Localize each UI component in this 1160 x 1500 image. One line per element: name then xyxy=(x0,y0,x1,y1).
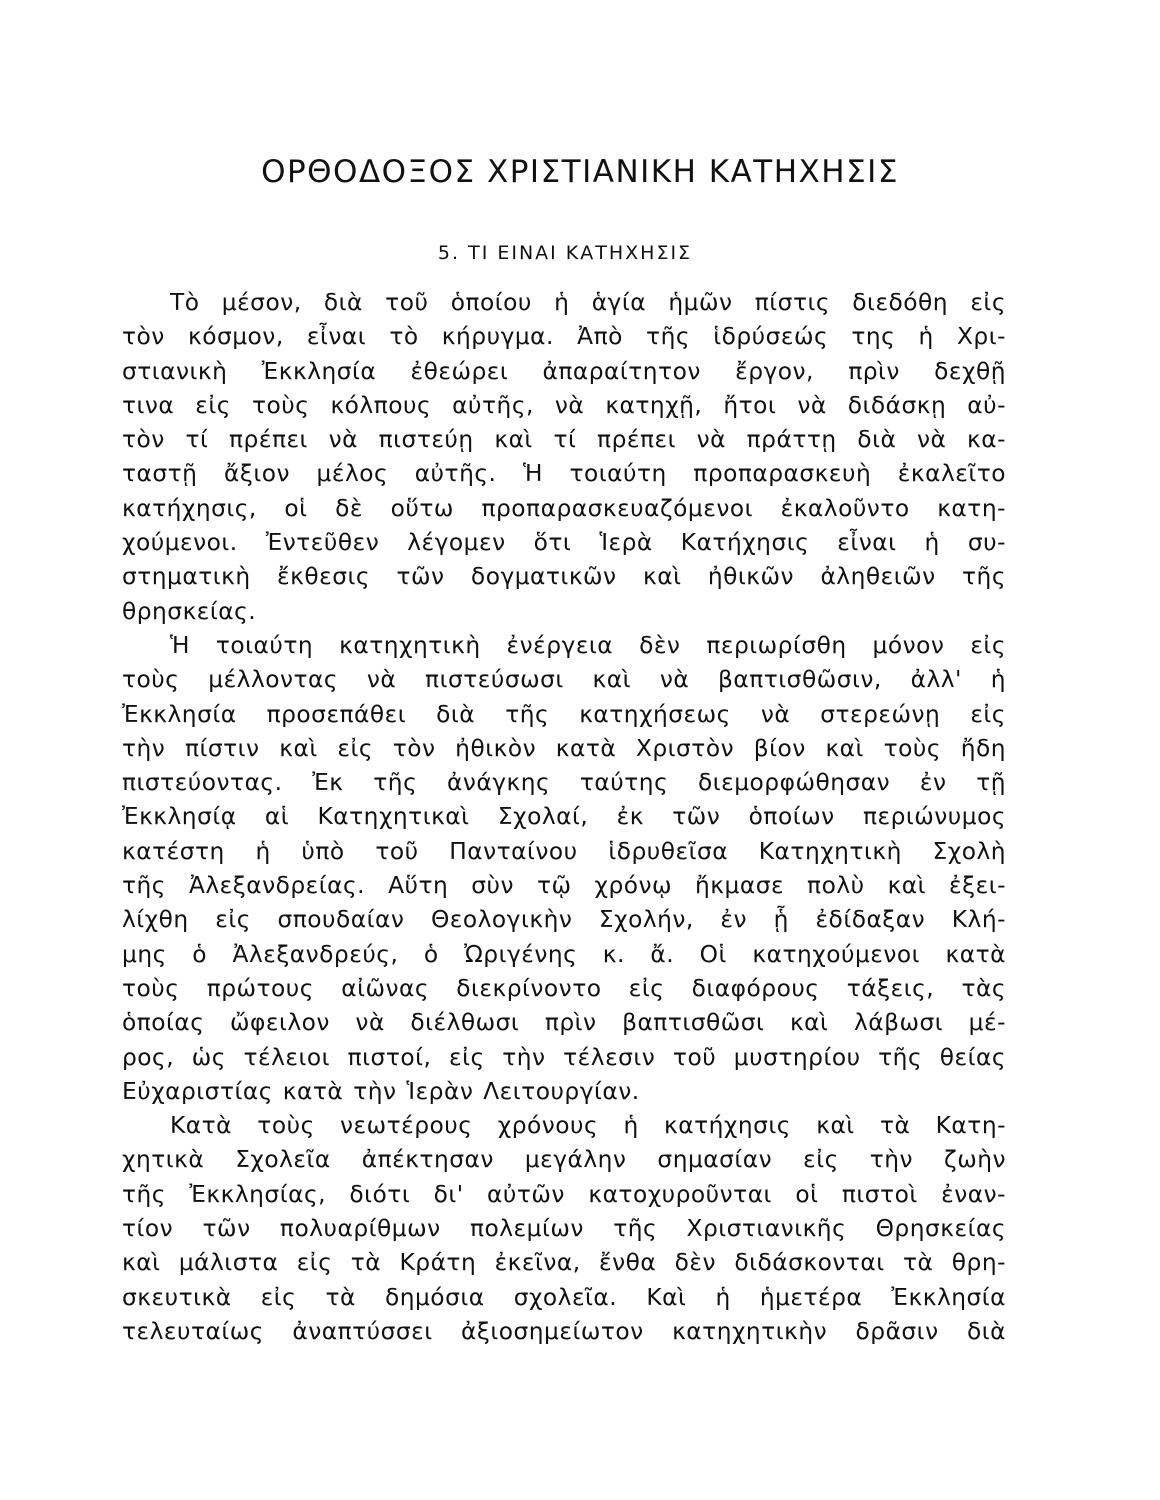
text-line: τοὺς πρώτους αἰῶνας διεκρίνοντο εἰς διαφόρους τάξεις, τὰς xyxy=(122,974,1006,1002)
text-line: Ἐκκλησία προσεπάθει διὰ τῆς κατηχήσεως νὰ στερεώνῃ εἰς xyxy=(122,700,1006,728)
text-line: ὁποίας ὤφειλον νὰ διέλθωσι πρὶν βαπτισθῶσι καὶ λάβωσι μέ- xyxy=(122,1009,1006,1037)
text-line: ρος, ὡς τέλειοι πιστοί, εἰς τὴν τέλεσιν τοῦ μυστηρίου τῆς θείας xyxy=(122,1043,1006,1071)
text-line: Ἡ τοιαύτη κατηχητικὴ ἐνέργεια δὲν περιωρίσθη μόνον εἰς xyxy=(170,631,1006,659)
text-line: μης ὁ Ἀλεξανδρεύς, ὁ Ὠριγένης κ. ἄ. Οἱ κατηχούμενοι κατὰ xyxy=(122,940,1006,968)
text-line: στηματικὴ ἔκθεσις τῶν δογματικῶν καὶ ἠθικῶν ἀληθειῶν τῆς xyxy=(122,563,1006,591)
text-line: κατήχησις, οἱ δὲ οὕτω προπαρασκευαζόμενοι ἐκαλοῦντο κατη- xyxy=(122,494,1006,522)
text-line: τίον τῶν πολυαρίθμων πολεμίων τῆς Χριστιανικῆς Θρησκείας xyxy=(122,1215,1006,1243)
text-line: τῆς Ἀλεξανδρείας. Αὕτη σὺν τῷ χρόνῳ ἤκμασε πολὺ καὶ ἐξει- xyxy=(122,872,1006,900)
text-line: τὸν κόσμον, εἶναι τὸ κήρυγμα. Ἀπὸ τῆς ἱδρύσεώς της ἡ Χρι- xyxy=(122,323,1006,351)
text-line: καὶ μάλιστα εἰς τὰ Κράτη ἐκεῖνα, ἔνθα δὲν διδάσκονται τὰ θρη- xyxy=(122,1249,1006,1277)
text-line: χούμενοι. Ἐντεῦθεν λέγομεν ὅτι Ἱερὰ Κατήχησις εἶναι ἡ συ- xyxy=(122,529,1006,557)
section-title: 5. ΤΙ ΕΙΝΑΙ ΚΑΤΗΧΗΣΙΣ xyxy=(437,242,693,264)
text-line: χητικὰ Σχολεῖα ἀπέκτησαν μεγάλην σημασίαν εἰς τὴν ζωὴν xyxy=(122,1146,1006,1174)
text-line: στιανικὴ Ἐκκλησία ἐθεώρει ἀπαραίτητον ἔργον, πρὶν δεχθῇ xyxy=(122,357,1006,385)
text-line: Τὸ μέσον, διὰ τοῦ ὁποίου ἡ ἁγία ἡμῶν πίστις διεδόθη εἰς xyxy=(170,289,1006,316)
text-line: λίχθη εἰς σπουδαίαν Θεολογικὴν Σχολήν, ἐν ᾗ ἐδίδαξαν Κλή- xyxy=(122,906,1006,934)
text-line: ταστῇ ἄξιον μέλος αὐτῆς. Ἡ τοιαύτη προπαρασκευὴ ἐκαλεῖτο xyxy=(122,460,1006,488)
text-line: Εὐχαριστίας κατὰ τὴν Ἱερὰν Λειτουργίαν. xyxy=(122,1077,640,1105)
text-line: πιστεύοντας. Ἐκ τῆς ἀνάγκης ταύτης διεμορφώθησαν ἐν τῇ xyxy=(122,769,1006,797)
text-line: τῆς Ἐκκλησίας, διότι δι' αὐτῶν κατοχυροῦνται οἱ πιστοὶ ἐναν- xyxy=(122,1180,1006,1208)
text-line: σκευτικὰ εἰς τὰ δημόσια σχολεῖα. Καὶ ἡ ἡμετέρα Ἐκκλησία xyxy=(122,1283,1006,1311)
text-line: τὴν πίστιν καὶ εἰς τὸν ἠθικὸν κατὰ Χριστὸν βίον καὶ τοὺς ἤδη xyxy=(122,734,1006,762)
text-line: τὸν τί πρέπει νὰ πιστεύῃ καὶ τί πρέπει νὰ πράττῃ διὰ νὰ κα- xyxy=(122,426,1006,454)
text-line: τελευταίως ἀναπτύσσει ἀξιοσημείωτον κατηχητικὴν δρᾶσιν διὰ xyxy=(122,1317,1006,1345)
running-head: ΟΡΘΟΔΟΞΟΣ ΧΡΙΣΤΙΑΝΙΚΗ ΚΑΤΗΧΗΣΙΣ xyxy=(261,154,899,190)
text-line: Κατὰ τοὺς νεωτέρους χρόνους ἡ κατήχησις καὶ τὰ Κατη- xyxy=(170,1112,1006,1140)
text-line: τοὺς μέλλοντας νὰ πιστεύσωσι καὶ νὰ βαπτισθῶσιν, ἀλλ' ἡ xyxy=(122,666,1006,694)
body-text xyxy=(122,286,1006,1349)
text-line: Ἐκκλησίᾳ αἱ Κατηχητικαὶ Σχολαί, ἐκ τῶν ὁποίων περιώνυμος xyxy=(122,803,1006,831)
text-line: θρησκείας. xyxy=(122,597,257,625)
text-line: τινα εἰς τοὺς κόλπους αὐτῆς, νὰ κατηχῇ, ἤτοι νὰ διδάσκῃ αὐ- xyxy=(122,391,1006,419)
text-line: κατέστη ἡ ὑπὸ τοῦ Πανταίνου ἱδρυθεῖσα Κατηχητικὴ Σχολὴ xyxy=(122,837,1006,865)
